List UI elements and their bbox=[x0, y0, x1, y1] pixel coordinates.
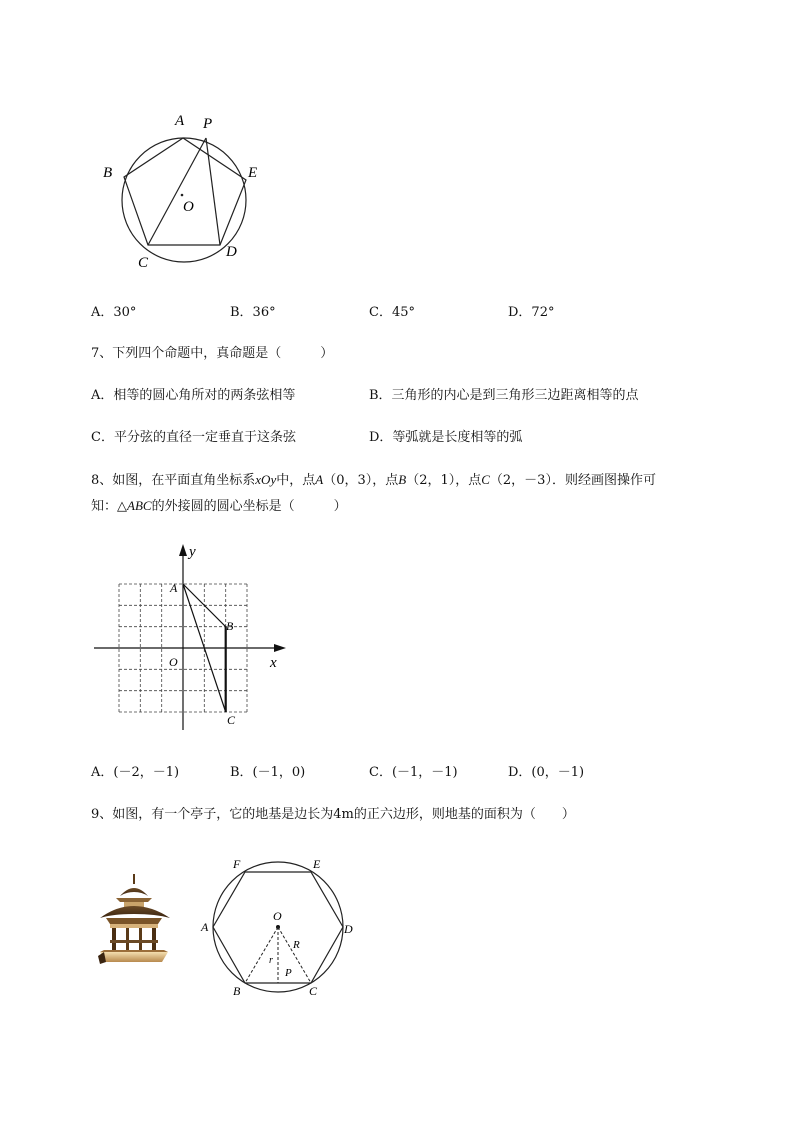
figure-circle-pentagon bbox=[95, 105, 275, 275]
var-c: C bbox=[481, 472, 490, 487]
label-c: C bbox=[309, 984, 318, 998]
label-f: F bbox=[233, 857, 241, 871]
q8-coord-b: （2，1），点 bbox=[406, 473, 482, 488]
label-r-upper: R bbox=[293, 939, 300, 951]
q7-option-d[interactable]: D．等弧就是长度相等的弧 bbox=[369, 430, 523, 445]
label-c: C bbox=[227, 713, 236, 727]
x-axis-arrow bbox=[274, 644, 286, 652]
q8-stem-text: 8、如图，在平面直角坐标系 bbox=[91, 473, 256, 488]
q8-option-a[interactable]: A．(－2，－1) bbox=[91, 765, 180, 780]
label-p: P bbox=[203, 116, 213, 132]
label-e: E bbox=[313, 857, 321, 871]
label-b: B bbox=[103, 165, 113, 181]
var-b: B bbox=[398, 472, 407, 487]
q9-stem: 9、如图，有一个亭子，它的地基是边长为4m的正六边形，则地基的面积为（ ） bbox=[91, 807, 575, 822]
q8-option-c[interactable]: C．(－1，－1) bbox=[369, 765, 458, 780]
label-r-lower: r bbox=[269, 955, 273, 966]
center-dot bbox=[181, 194, 184, 197]
q7-stem: 7、下列四个命题中，真命题是（ ） bbox=[91, 346, 334, 361]
label-o: O bbox=[183, 199, 194, 215]
label-o: O bbox=[273, 909, 282, 923]
label-a: A bbox=[175, 113, 185, 129]
pavilion-illustration bbox=[96, 870, 174, 966]
q8-coord-a: （0，3），点 bbox=[323, 473, 399, 488]
segment-ob bbox=[245, 927, 278, 983]
label-a: A bbox=[201, 920, 209, 934]
segment-oc bbox=[278, 927, 311, 983]
label-b: B bbox=[233, 984, 241, 998]
q6-option-a[interactable]: A．30° bbox=[91, 305, 137, 320]
q7-option-b[interactable]: B．三角形的内心是到三角形三边距离相等的点 bbox=[369, 388, 639, 403]
figure-coordinate-grid bbox=[90, 540, 290, 730]
q8-stem-text: 的外接圆的圆心坐标是（ ） bbox=[151, 499, 347, 514]
var-a: A bbox=[315, 472, 324, 487]
label-p: P bbox=[285, 967, 292, 979]
label-o: O bbox=[169, 655, 178, 669]
y-axis-arrow bbox=[179, 544, 187, 556]
label-x: x bbox=[270, 655, 277, 671]
label-a: A bbox=[170, 581, 178, 595]
q8-stem-line1 bbox=[91, 471, 656, 490]
label-b: B bbox=[226, 619, 234, 633]
q7-option-c[interactable]: C．平分弦的直径一定垂直于这条弦 bbox=[91, 430, 296, 445]
label-c: C bbox=[138, 255, 149, 271]
chord-pc bbox=[148, 138, 206, 245]
q7-option-a[interactable]: A．相等的圆心角所对的两条弦相等 bbox=[91, 388, 296, 403]
figure-hexagon-circle bbox=[197, 852, 362, 1002]
label-e: E bbox=[248, 165, 258, 181]
q6-option-c[interactable]: C．45° bbox=[369, 305, 415, 320]
q6-option-d[interactable]: D．72° bbox=[508, 305, 555, 320]
label-y: y bbox=[189, 544, 196, 560]
q8-stem-text: 知：△ bbox=[91, 499, 127, 514]
label-d: D bbox=[226, 244, 237, 260]
var-xoy: xOy bbox=[255, 472, 277, 487]
q8-stem-line2 bbox=[91, 497, 347, 516]
var-abc: ABC bbox=[127, 498, 152, 513]
q8-option-d[interactable]: D．(0，－1) bbox=[508, 765, 585, 780]
q6-option-b[interactable]: B．36° bbox=[230, 305, 276, 320]
chord-pd bbox=[206, 138, 220, 245]
label-d: D bbox=[344, 922, 353, 936]
q8-coord-c: （2，－3）．则经画图操作可 bbox=[489, 473, 656, 488]
q8-stem-text: 中，点 bbox=[276, 473, 316, 488]
q8-option-b[interactable]: B．(－1，0) bbox=[230, 765, 306, 780]
